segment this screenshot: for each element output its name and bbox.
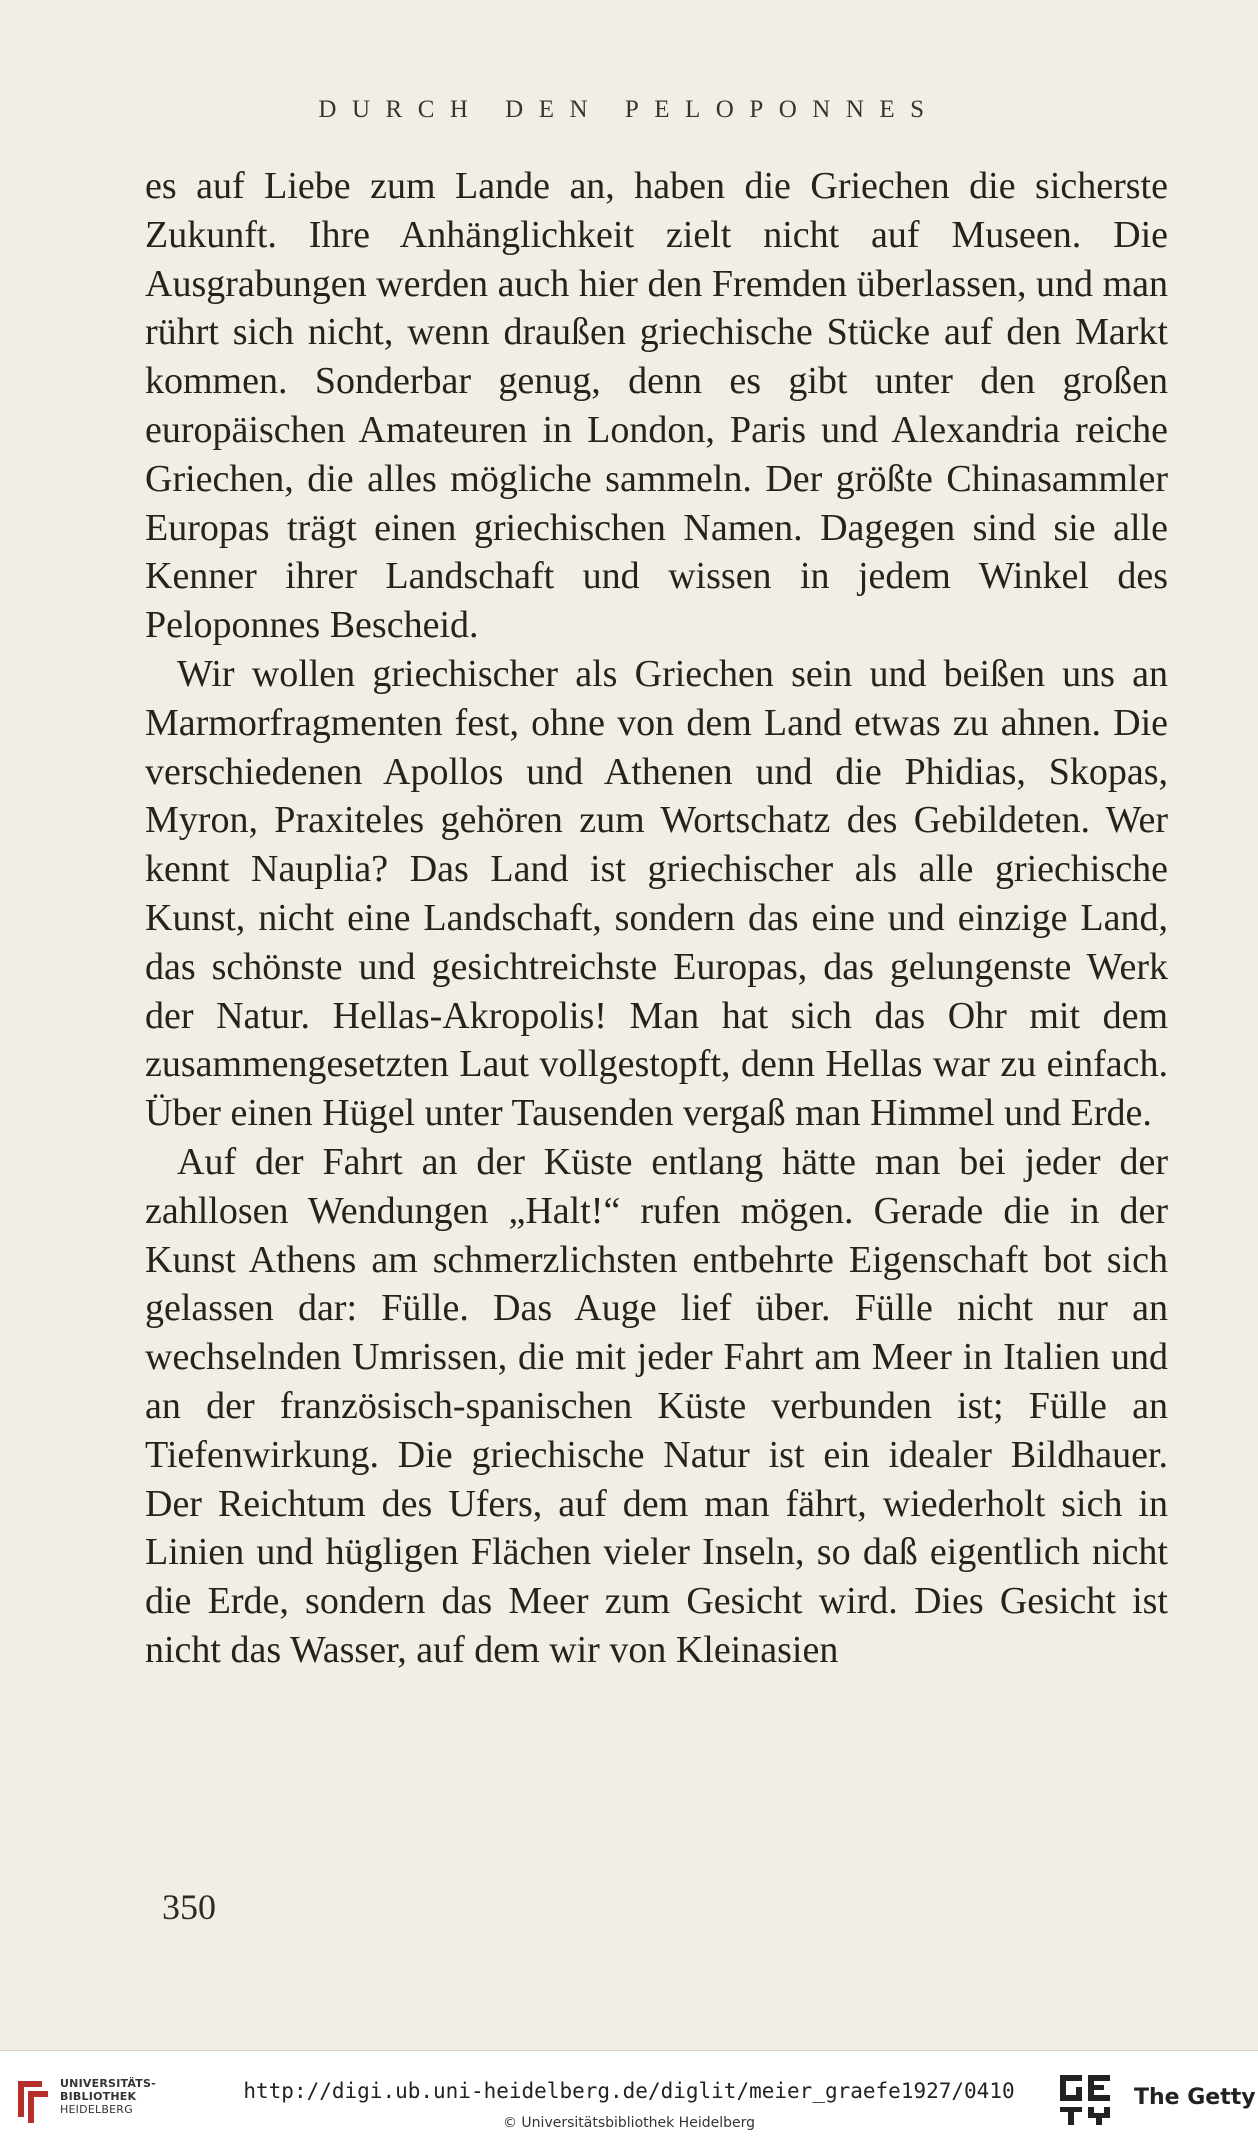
page-number: 350	[162, 1887, 216, 1927]
institution-line-3: HEIDELBERG	[60, 2103, 133, 2116]
running-head: DURCH DEN PELOPONNES	[318, 96, 940, 123]
source-url-link[interactable]: http://digi.ub.uni-heidelberg.de/diglit/meier_graefe1927/0410	[243, 2079, 1015, 2103]
getty-logo-icon	[1058, 2071, 1114, 2127]
footer-bar	[0, 2050, 1258, 2147]
institution-line-1: UNIVERSITÄTS-	[60, 2077, 156, 2090]
copyright-notice: © Universitätsbibliothek Heidelberg	[502, 2115, 755, 2131]
paragraph-3: Auf der Fahrt an der Küste entlang hätte man bei jeder der zahllosen Wendungen „Halt!“ rufen mögen. Gerade die in der Kunst Athens am schmerzlichsten entbehrte Eigenschaft bot sich gelassen dar: Fülle. Das Auge lief über. Fülle nicht nur an wechselnden Umrissen, die mit jeder Fahrt am Meer in Italien und an der französisch-spanischen Küste verbunden ist; Fülle an Tiefenwirkung. Die griechische Natur ist ein idealer Bildhauer. Der Reichtum des Ufers, auf dem man fährt, wiederholt sich in Linien und hügligen Flächen vieler Inseln, so daß eigentlich nicht die Erde, sondern das Meer zum Gesicht wird. Dies Gesicht ist nicht das Wasser, auf dem wir von Kleinasien	[145, 1140, 1168, 1671]
paragraph-1: es auf Liebe zum Lande an, haben die Griechen die sicherste Zukunft. Ihre Anhänglichkeit zielt nicht auf Museen. Die Ausgrabungen werden auch hier den Fremden überlassen, und man rührt sich nicht, wenn draußen griechische Stücke auf den Markt kommen. Sonderbar genug, denn es gibt unter den großen europäischen Amateuren in London, Paris und Alexandria reiche Griechen, die alles mögliche sammeln. Der größte Chinasammler Europas trägt einen griechischen Namen. Dagegen sind sie alle Kenner ihrer Landschaft und wissen in jedem Winkel des Peloponnes Bescheid.	[145, 165, 1168, 647]
partner-name: The Getty	[1134, 2085, 1256, 2110]
body-text	[145, 162, 1168, 1675]
paragraph-2: Wir wollen griechischer als Griechen sein und beißen uns an Marmorfragmenten fest, ohne von dem Land etwas zu ahnen. Die verschiedenen Apollos und Athenen und die Phidias, Skopas, Myron, Praxiteles gehören zum Wortschatz des Gebildeten. Wer kennt Nauplia? Das Land ist griechischer als alle griechische Kunst, nicht eine Landschaft, sondern das eine und einzige Land, das schönste und gesichtreichste Europas, das gelungenste Werk der Natur. Hellas-Akropolis! Man hat sich das Ohr mit dem zusammengesetzten Laut vollgestopft, denn Hellas war zu einfach. Über einen Hügel unter Tausenden vergaß man Himmel und Erde.	[145, 652, 1168, 1135]
institution-line-2: BIBLIOTHEK	[60, 2090, 137, 2103]
